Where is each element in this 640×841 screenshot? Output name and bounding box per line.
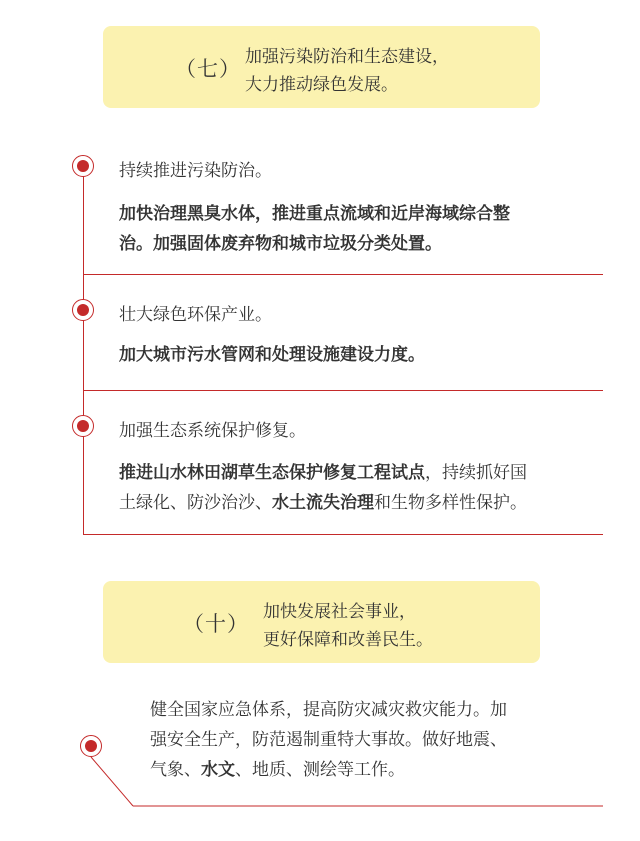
item-1-body-line2: 治。加强固体废弃物和城市垃圾分类处置。 (119, 234, 442, 254)
item-1-body (119, 199, 510, 259)
section-10-body-line3a: 气象、 (150, 760, 201, 780)
timeline-dot-icon (72, 155, 94, 177)
divider (83, 390, 603, 391)
section-10-body-line3-bold: 水文 (201, 760, 235, 780)
item-3-heading: 加强生态系统保护修复。 (119, 421, 306, 441)
item-3-body-bold2: 水土流失治理 (272, 493, 374, 513)
item-1-heading: 持续推进污染防治。 (119, 161, 272, 181)
section-10-body (150, 695, 507, 785)
section-10-title-line2: 更好保障和改善民生。 (263, 630, 433, 650)
section-10-title-line1: 加快发展社会事业， (263, 602, 416, 622)
timeline-dot-icon (72, 299, 94, 321)
item-3-body-normal2a: 土绿化、防沙治沙、 (119, 493, 272, 513)
item-2-body-line1: 加大城市污水管网和处理设施建设力度。 (119, 345, 425, 365)
item-3-body-bold1: 推进山水林田湖草生态保护修复工程试点 (119, 463, 425, 483)
item-2-heading: 壮大绿色环保产业。 (119, 305, 272, 325)
timeline-dot-icon (72, 415, 94, 437)
section-7-title-line2: 大力推动绿色发展。 (245, 75, 398, 95)
item-3-body (119, 458, 527, 518)
divider (83, 534, 603, 535)
section-7-title-line1: 加强污染防治和生态建设， (245, 47, 449, 67)
timeline-dot-icon (80, 735, 102, 757)
section-7-banner (103, 26, 540, 108)
divider (83, 274, 603, 275)
item-3-body-normal2b: 和生物多样性保护。 (374, 493, 527, 513)
item-2-body (119, 340, 425, 370)
section-10-body-line3b: 、地质、测绘等工作。 (235, 760, 405, 780)
section-10-number: （十） (183, 612, 249, 636)
item-1-body-line1: 加快治理黑臭水体，推进重点流域和近岸海域综合整 (119, 204, 510, 224)
section-10-body-line2: 强安全生产，防范遏制重特大事故。做好地震、 (150, 730, 507, 750)
item-3-body-normal1: ，持续抓好国 (425, 463, 527, 483)
section-10-body-line1: 健全国家应急体系，提高防灾减灾救灾能力。加 (150, 700, 507, 720)
section-10-banner (103, 581, 540, 663)
connector-diagonal (91, 757, 133, 806)
timeline-line (83, 165, 84, 535)
section-7-number: （七） (175, 57, 241, 81)
